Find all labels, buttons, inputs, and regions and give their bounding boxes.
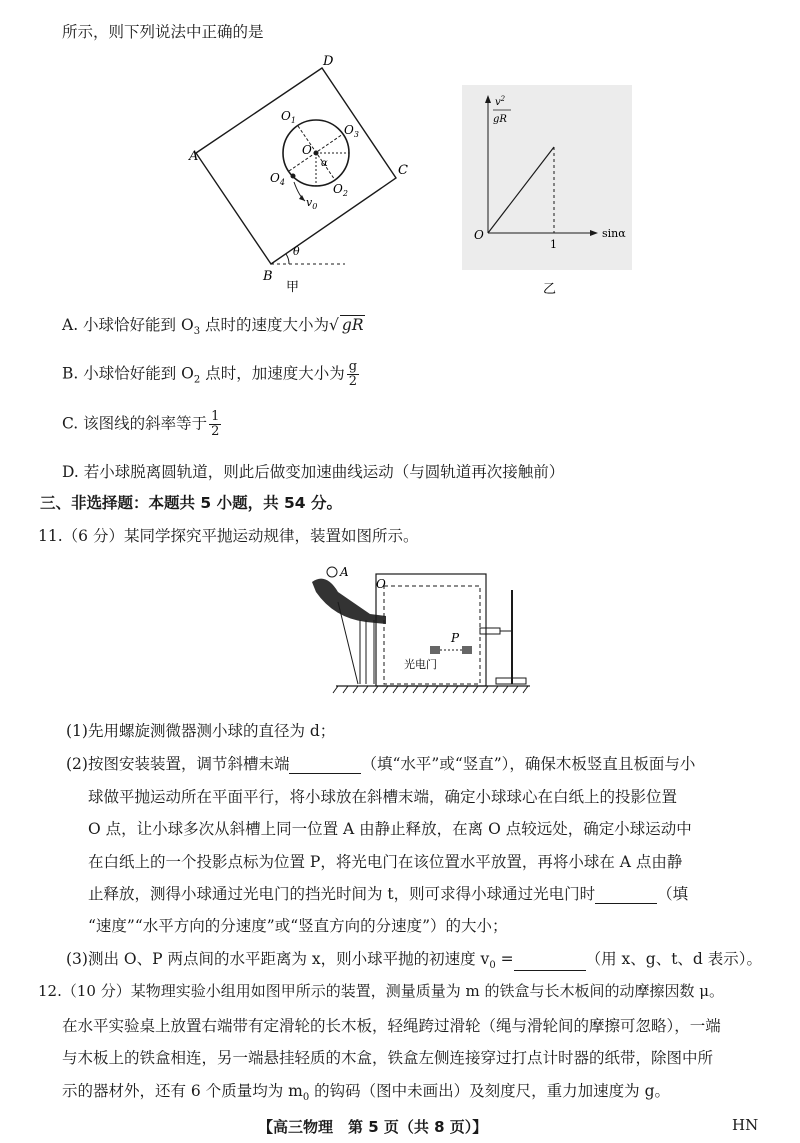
x-tick-1: 1 (550, 238, 557, 251)
q12-line-2: 在水平实验桌上放置右端带有定滑轮的长木板，轻绳跨过滑轮（绳与滑轮间的摩擦可忽略），一端 (62, 1017, 721, 1035)
y-label-den: gR (493, 114, 507, 125)
clamp (480, 628, 500, 634)
label-o4: $O_4$ (270, 171, 285, 187)
origin-label: O (474, 228, 484, 242)
section-heading: 三、非选择题：本题共 5 小题，共 54 分。 (40, 494, 342, 512)
option-a: A. 小球恰好能到 $O_3$ 点时的速度大小为√ gR (62, 316, 364, 338)
label-a: A (189, 149, 199, 164)
fig-label-p: P (451, 631, 460, 645)
fig-label-o: O (376, 577, 386, 591)
photogate-right (462, 646, 472, 654)
projectile-apparatus-figure (300, 560, 540, 700)
fig-label-photogate: 光电门 (404, 658, 437, 671)
caption-jia: 甲 (286, 280, 300, 295)
option-c: C. 该图线的斜率等于 $\frac{1}{2}$ (62, 409, 220, 439)
figure-yi (462, 85, 632, 300)
figure-jia (185, 50, 445, 300)
label-o3: $O_3$ (344, 123, 359, 139)
chute (312, 579, 386, 624)
photogate-left (430, 646, 440, 654)
label-c: C (398, 163, 408, 178)
ground-hatching (333, 686, 528, 693)
option-d: D. 若小球脱离圆轨道，则此后做变加速曲线运动（与圆轨道再次接触前） (62, 463, 565, 481)
label-v0: $v_0$ (306, 196, 318, 211)
answer-blank-2[interactable] (595, 887, 657, 904)
answer-blank-1[interactable] (289, 757, 361, 774)
caption-yi: 乙 (543, 282, 557, 297)
q11-step-2-line-2: 球做平抛运动所在平面平行，将小球放在斜槽末端，确定小球球心在白纸上的投影位置 (88, 788, 678, 806)
label-b: B (263, 269, 273, 284)
q11-step-2-line-3: O 点，让小球多次从斜槽上同一位置 A 由静止释放，在离 O 点较远处，确定小球运动中 (88, 820, 692, 838)
y-label-num: $v^2$ (495, 95, 506, 108)
label-alpha: α (321, 158, 328, 169)
center-o (314, 151, 319, 156)
intro-text: 所示，则下列说法中正确的是 (62, 23, 264, 41)
q11-step-1: (1)先用螺旋测微器测小球的直径为 d； (66, 722, 336, 740)
label-o2: $O_2$ (333, 182, 348, 198)
footer-page-info: 【高三物理 第 5 页（共 8 页）】 (258, 1118, 488, 1136)
q11-step-2-line-5: 止释放，测得小球通过光电门的挡光时间为 t，则可求得小球通过光电门时 （填 (88, 885, 689, 903)
ball-a (327, 567, 337, 577)
q11-step-2-line-4: 在白纸上的一个投影点标为位置 P，将光电门在该位置水平放置，再将小球在 A 点由静 (88, 853, 683, 871)
label-o: O (302, 143, 312, 157)
label-d: D (323, 54, 334, 69)
q11-step-3: (3)测出 O、P 两点间的水平距离为 x，则小球平抛的初速度 $v_0$ = （用 x、g、t、d 表示）。 (66, 950, 763, 972)
fraction-g-over-2: $\frac{g}{2}$ (348, 359, 358, 389)
v0-arrowhead (299, 195, 305, 201)
q11-step-2-line-1: (2)按图安装装置，调节斜槽末端 （填“水平”或“竖直”），确保木板竖直且板面与小 (66, 755, 696, 773)
label-theta: θ (293, 245, 300, 258)
x-axis-label: sinα (602, 227, 626, 240)
q11-title: 11.（6 分）某同学探究平抛运动规律，装置如图所示。 (38, 527, 419, 545)
ball (291, 174, 296, 179)
q12-line-3: 与木板上的铁盒相连，另一端悬挂轻质的木盒，铁盒左侧连接穿过打点计时器的纸带，除图中所 (62, 1049, 714, 1067)
q12-line-4: 示的器材外，还有 6 个质量均为 $m_0$ 的钩码（图中未画出）及刻度尺，重力加速度为 g。 (62, 1082, 670, 1104)
answer-blank-3[interactable] (514, 954, 586, 971)
label-o1: $O_1$ (281, 109, 296, 125)
theta-arc (286, 254, 289, 264)
q11-step-2-line-6: “速度”“水平方向的分速度”或“竖直方向的分速度”）的大小； (88, 917, 508, 935)
footer-region-code: HN (732, 1116, 759, 1134)
q12-line-1: 12.（10 分）某物理实验小组用如图甲所示的装置，测量质量为 m 的铁盒与长木板间的动摩擦因数 μ。 (38, 982, 724, 1000)
option-b: B. 小球恰好能到 $O_2$ 点时，加速度大小为 $\frac{g}{2}$ (62, 359, 358, 389)
fraction-1-over-2: $\frac{1}{2}$ (211, 409, 220, 439)
inclined-board (196, 68, 396, 264)
fig-label-a: A (340, 565, 349, 579)
